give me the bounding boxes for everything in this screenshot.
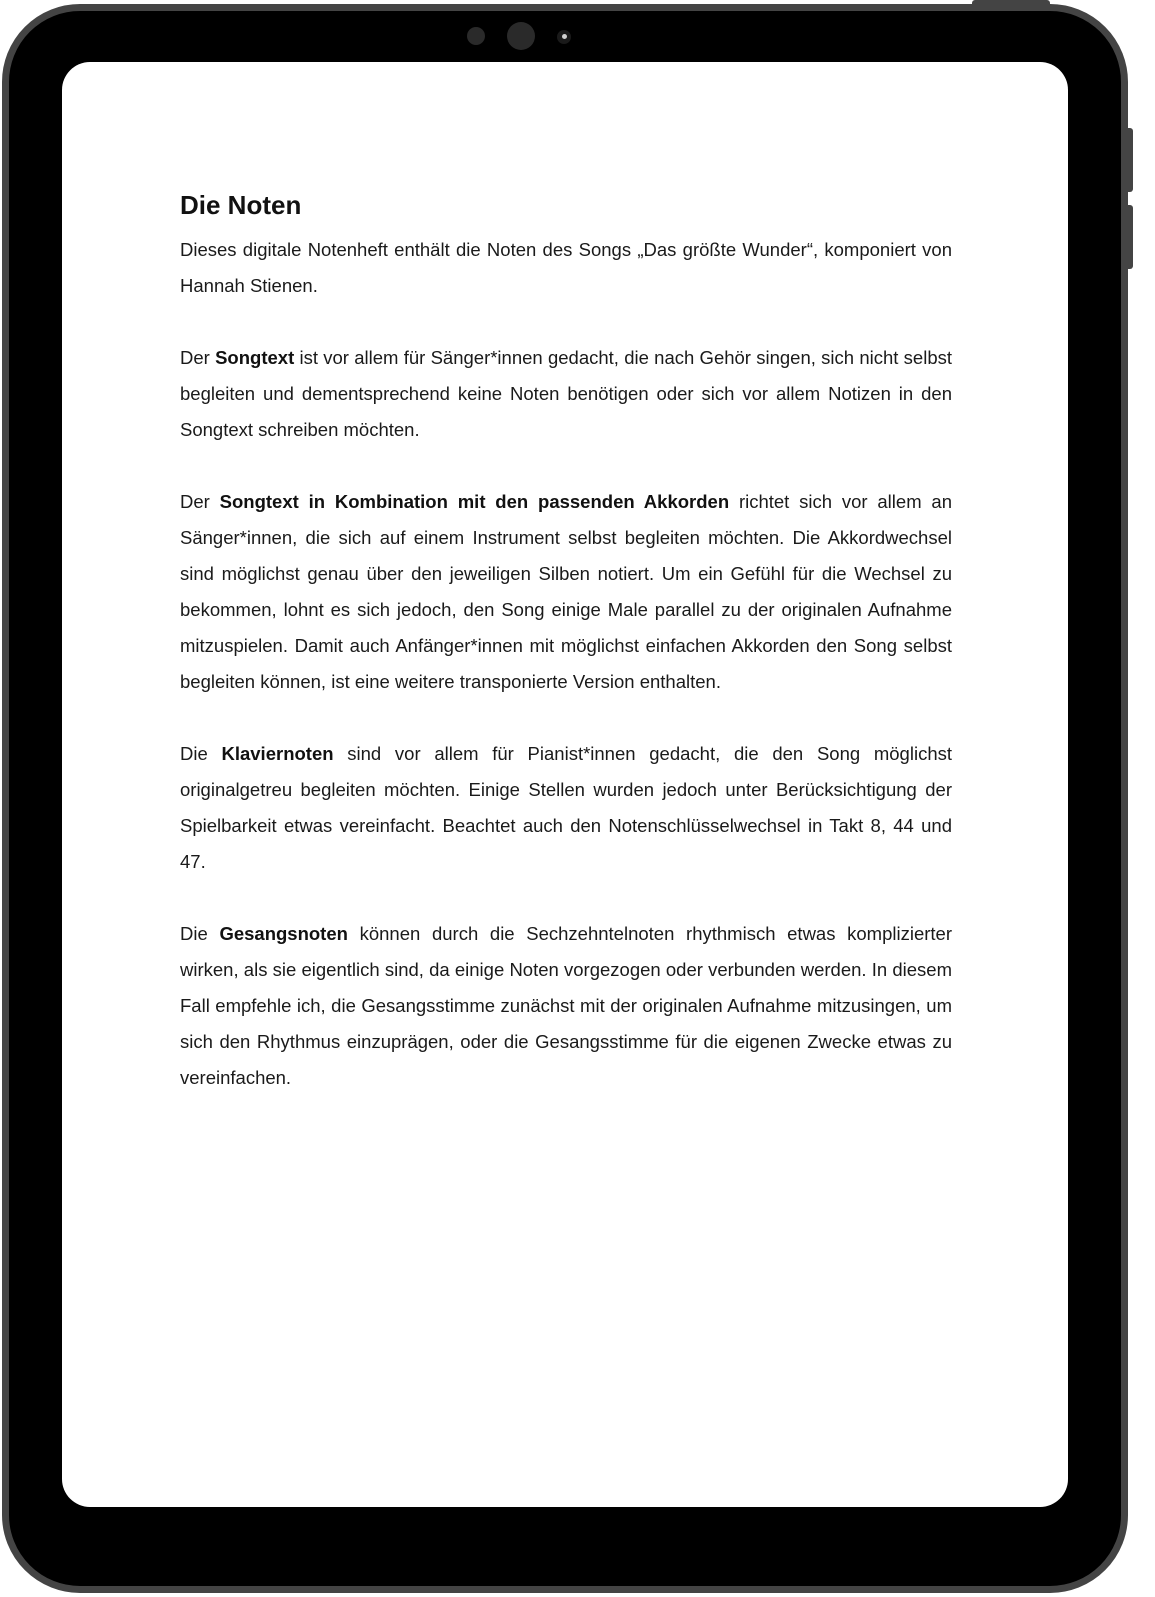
- tablet-screen: [62, 62, 1068, 1507]
- document-page: [180, 187, 952, 1132]
- songtext-paragraph: [180, 340, 952, 448]
- songtext-body: ist vor allem für Sänger*innen gedacht, die nach Gehör singen, sich nicht selbst begleiten und dementsprechend keine Noten benötigen oder sich vor allem Notizen in den Songtext schreiben möchten.: [180, 347, 953, 440]
- akkorde-bold: Songtext in Kombination mit den passenden Akkorden: [219, 491, 730, 512]
- sensor-icon: [467, 27, 485, 45]
- camera-lens-icon: [557, 30, 571, 44]
- songtext-pre: Der: [180, 347, 216, 368]
- klavier-bold: Klaviernoten: [221, 743, 334, 764]
- klavier-body: sind vor allem für Pianist*innen gedacht, die den Song möglichst originalgetreu begleiten möchten. Einige Stellen wurden jedoch unter Berücksichtigung der Spielbarkeit etwas vereinfacht. Beachtet auch den Notenschlüsselwechsel in Takt 8, 44 und 47.: [180, 743, 952, 872]
- akkorde-paragraph: [180, 484, 952, 700]
- klavier-pre: Die: [180, 743, 222, 764]
- gesang-body: können durch die Sechzehntelnoten rhythmisch etwas komplizierter wirken, als sie eigentlich sind, da einige Noten vorgezogen oder verbunden werden. In diesem Fall empfehle ich, die Gesangsstimme zunächst mit der originalen Aufnahme mitzusingen, um sich den Rhythmus einzuprägen, oder die Gesangsstimme für die eigenen Zwecke etwas zu vereinfachen.: [180, 923, 952, 1088]
- akkorde-body: richtet sich vor allem an Sänger*innen, die sich auf einem Instrument selbst begleiten möchten. Die Akkordwechsel sind möglichst genau über den jeweiligen Silben notiert. Um ein Gefühl für die Wechsel zu bekommen, lohnt es sich jedoch, den Song einige Male parallel zu der originalen Aufnahme mitzuspielen. Damit auch Anfänger*innen mit möglichst einfachen Akkorden den Song selbst begleiten können, ist eine weitere transponierte Version enthalten.: [180, 491, 952, 692]
- songtext-bold: Songtext: [215, 347, 295, 368]
- gesang-pre: Die: [180, 923, 220, 944]
- intro-paragraph: Dieses digitale Notenheft enthält die Noten des Songs „Das größte Wunder“, komponiert von Hannah Stienen.: [180, 239, 952, 296]
- gesang-bold: Gesangsnoten: [219, 923, 348, 944]
- klavier-paragraph: [180, 736, 952, 880]
- front-camera-icon: [507, 22, 535, 50]
- gesang-paragraph: [180, 916, 952, 1096]
- page-title: Die Noten: [180, 190, 302, 220]
- akkorde-pre: Der: [180, 491, 220, 512]
